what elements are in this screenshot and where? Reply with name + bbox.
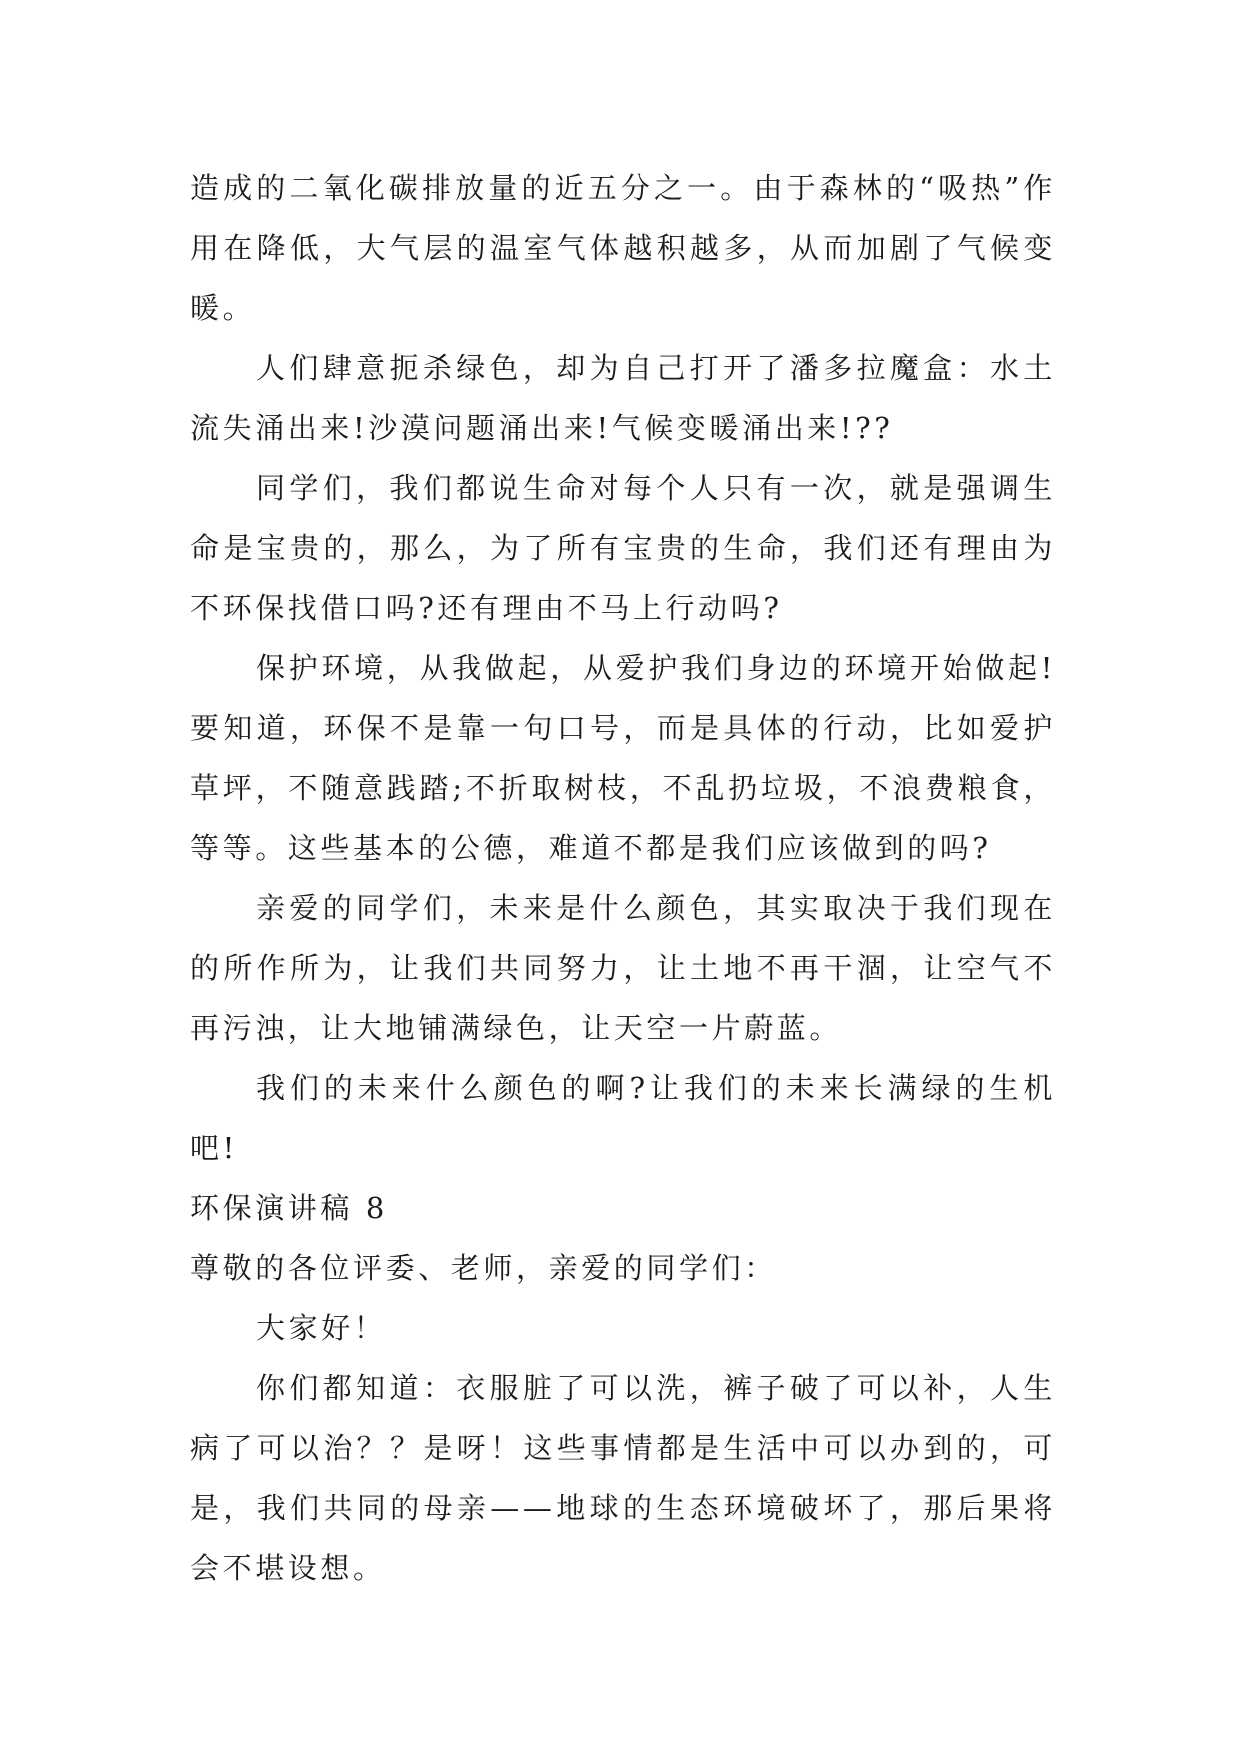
paragraph-1: 造成的二氧化碳排放量的近五分之一。由于森林的“吸热”作用在降低，大气层的温室气体越积越多，从而加剧了气候变暖。 bbox=[190, 171, 1056, 325]
salutation: 尊敬的各位评委、老师，亲爱的同学们： bbox=[190, 1251, 777, 1285]
paragraph-2: 人们肆意扼杀绿色，却为自己打开了潘多拉魔盒：水土流失涌出来!沙漠问题涌出来!气候变暖涌出来!?? bbox=[190, 351, 1056, 445]
paragraph-8: 你们都知道：衣服脏了可以洗，裤子破了可以补，人生病了可以治？？是呀！这些事情都是生活中可以办到的，可是，我们共同的母亲——地球的生态环境破坏了，那后果将会不堪设想。 bbox=[190, 1371, 1056, 1585]
section-title: 环保演讲稿 8 bbox=[190, 1191, 388, 1225]
paragraph-4: 保护环境，从我做起，从爱护我们身边的环境开始做起!要知道，环保不是靠一句口号，而是具体的行动，比如爱护草坪，不随意践踏;不折取树枝，不乱扔垃圾，不浪费粮食，等等。这些基本的公德，难道不都是我们应该做到的吗? bbox=[190, 651, 1056, 865]
greeting-paragraph: 大家好！ bbox=[256, 1311, 387, 1345]
paragraph-5: 亲爱的同学们，未来是什么颜色，其实取决于我们现在的所作所为，让我们共同努力，让土地不再干涸，让空气不再污浊，让大地铺满绿色，让天空一片蔚蓝。 bbox=[190, 891, 1056, 1045]
paragraph-6: 我们的未来什么颜色的啊?让我们的未来长满绿的生机吧! bbox=[190, 1071, 1056, 1165]
document-page bbox=[190, 158, 1056, 1598]
paragraph-3: 同学们，我们都说生命对每个人只有一次，就是强调生命是宝贵的，那么，为了所有宝贵的生命，我们还有理由为不环保找借口吗?还有理由不马上行动吗? bbox=[190, 471, 1056, 625]
